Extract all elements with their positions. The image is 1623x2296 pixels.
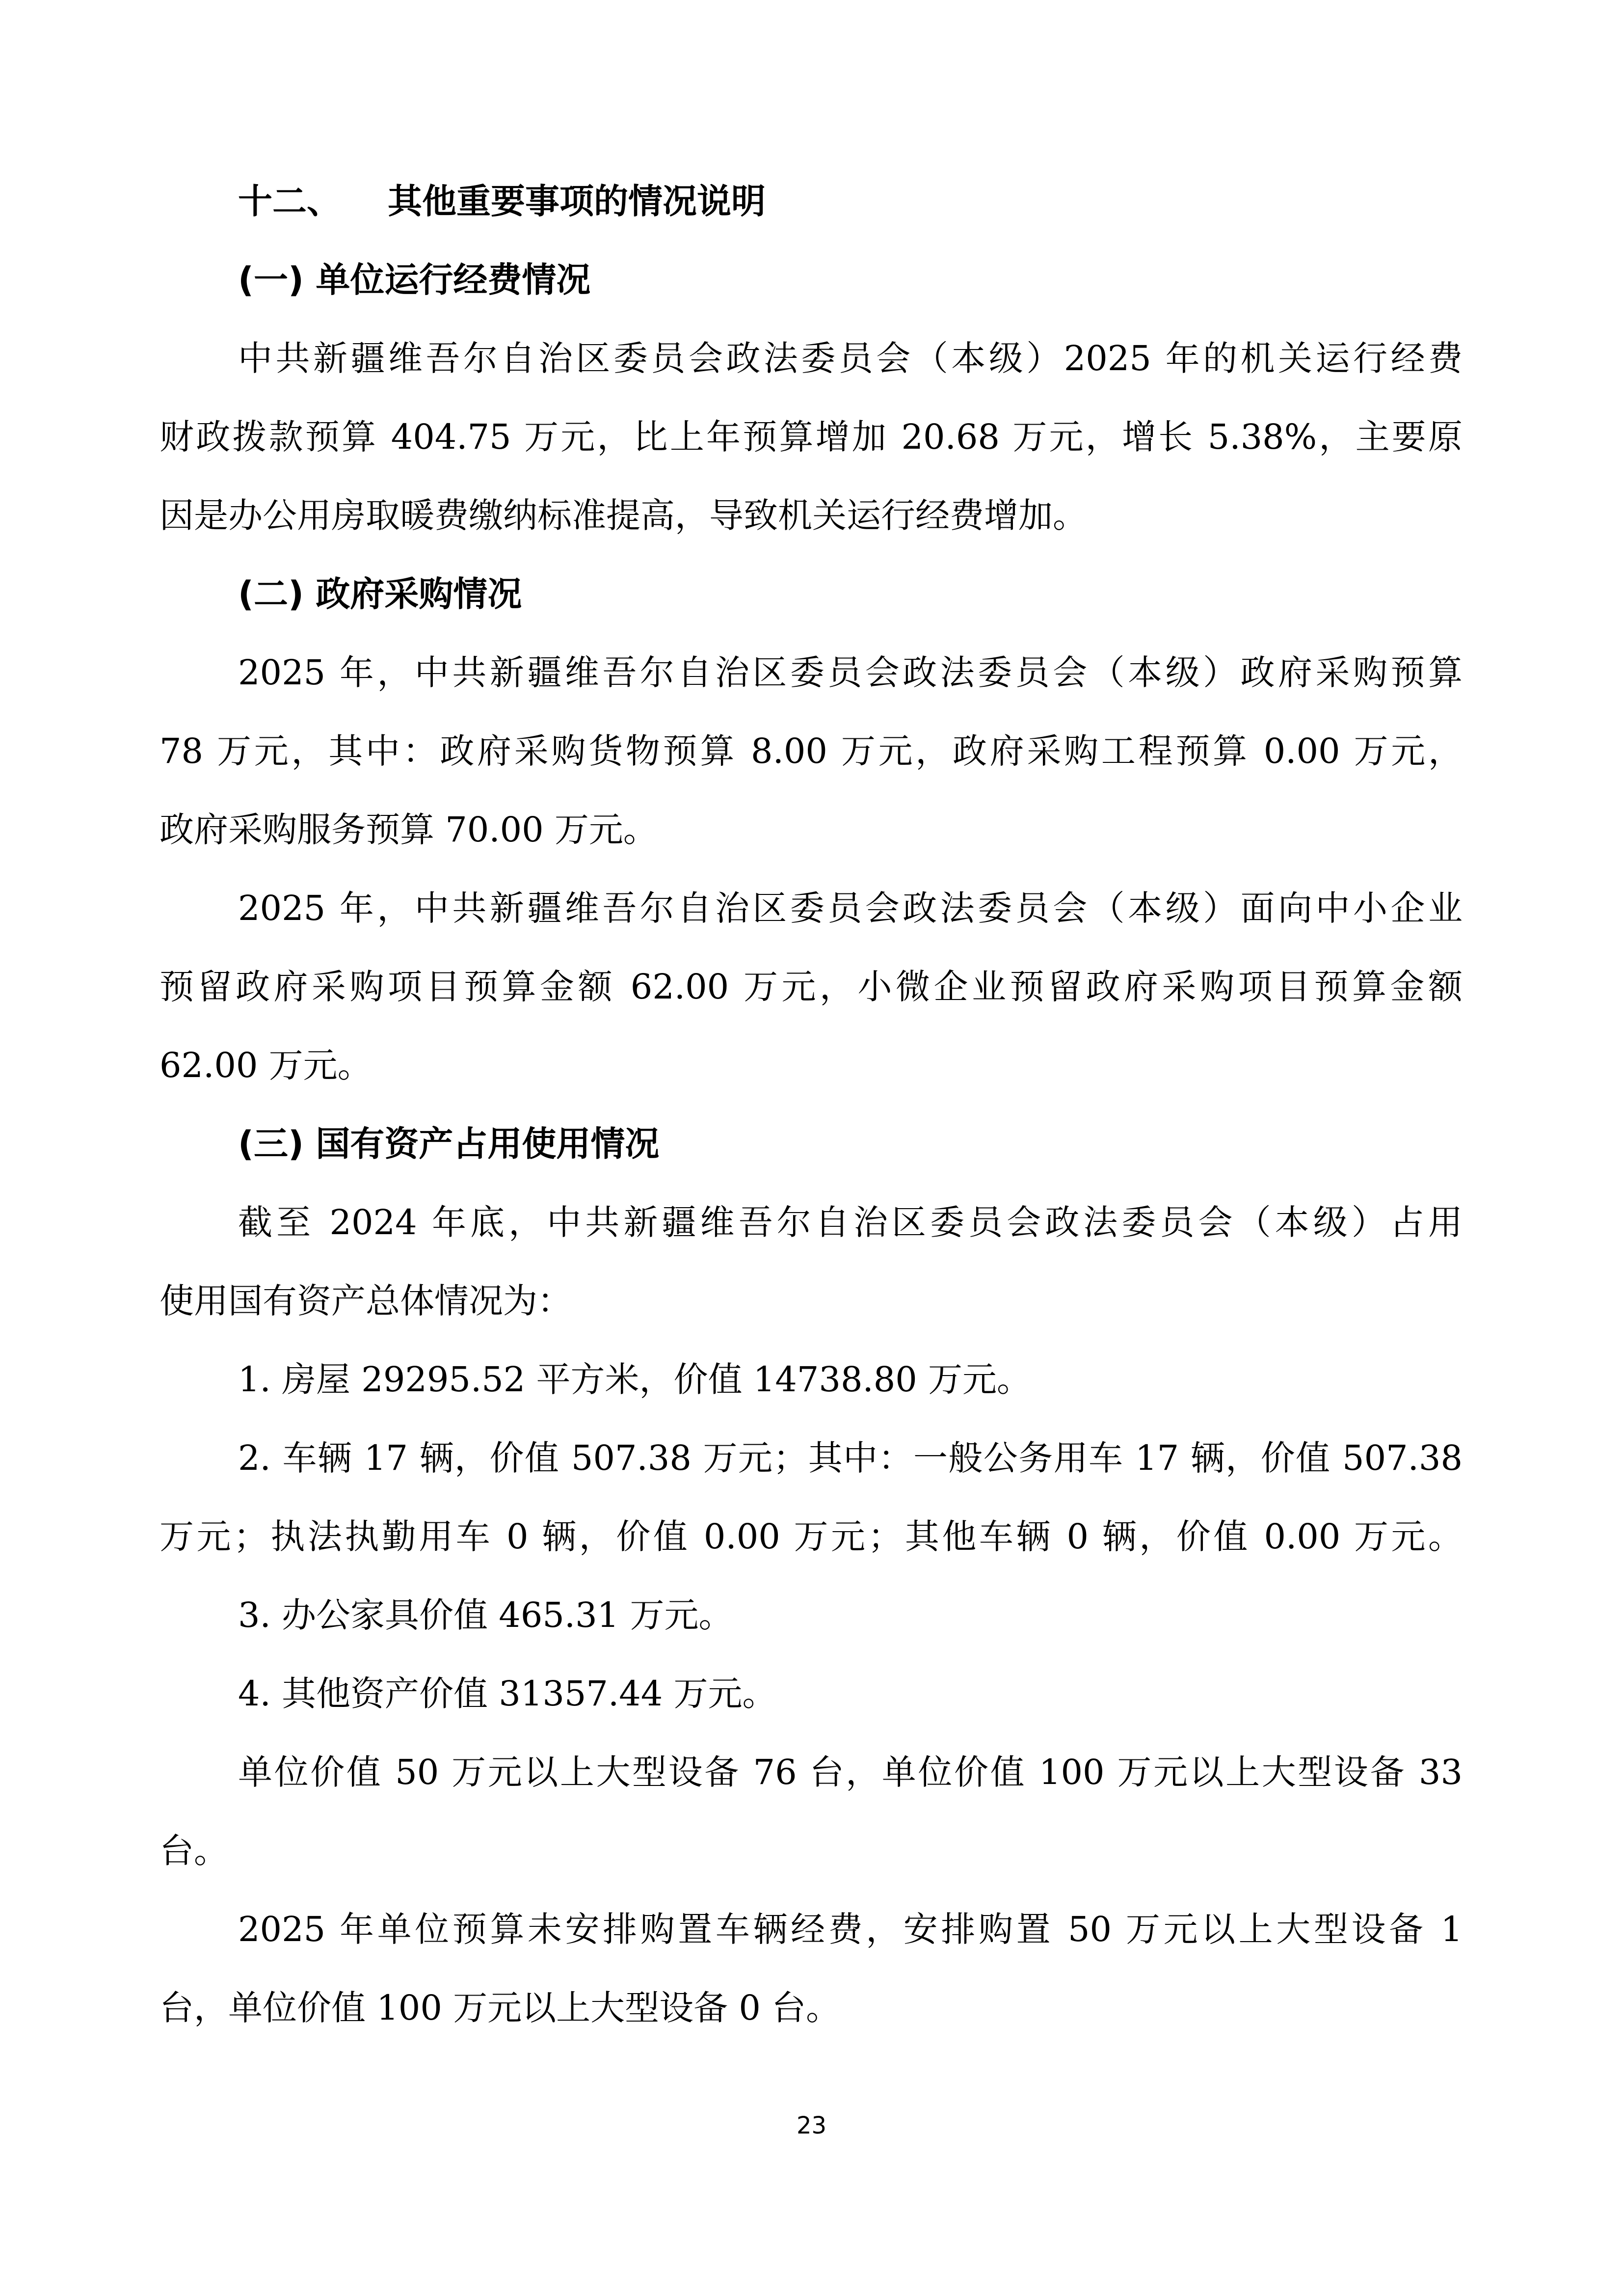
- paragraph-line: 财政拨款预算 404.75 万元，比上年预算增加 20.68 万元，增长 5.38%，主要原: [160, 417, 1463, 457]
- paragraph-line: 万元；执法执勤用车 0 辆，价值 0.00 万元；其他车辆 0 辆，价值 0.00 万元。: [160, 1516, 1463, 1557]
- paragraph-line: 2. 车辆 17 辆，价值 507.38 万元；其中：一般公务用车 17 辆，价值 507.38: [238, 1438, 1463, 1478]
- paragraph-line: 62.00 万元。: [160, 1045, 372, 1085]
- paragraph-line: 1. 房屋 29295.52 平方米，价值 14738.80 万元。: [238, 1359, 1032, 1400]
- paragraph-line: 2025 年，中共新疆维吾尔自治区委员会政法委员会（本级）面向中小企业: [238, 888, 1463, 928]
- paragraph-line: 中共新疆维吾尔自治区委员会政法委员会（本级）2025 年的机关运行经费: [238, 338, 1463, 378]
- paragraph-line: 因是办公用房取暖费缴纳标准提高，导致机关运行经费增加。: [160, 495, 1087, 536]
- paragraph-line: 4. 其他资产价值 31357.44 万元。: [238, 1674, 777, 1714]
- paragraph-line: 3. 办公家具价值 465.31 万元。: [238, 1595, 733, 1635]
- paragraph-line: 台。: [160, 1831, 228, 1871]
- subsection-heading-1: (一) 单位运行经费情况: [238, 260, 591, 300]
- paragraph-line: 单位价值 50 万元以上大型设备 76 台，单位价值 100 万元以上大型设备 33: [238, 1752, 1463, 1792]
- subsection-heading-3: (三) 国有资产占用使用情况: [238, 1124, 660, 1164]
- page-number: 23: [796, 2112, 827, 2139]
- paragraph-line: 预留政府采购项目预算金额 62.00 万元，小微企业预留政府采购项目预算金额: [160, 967, 1463, 1007]
- section-number: 十二、: [238, 181, 341, 221]
- subsection-heading-2: (二) 政府采购情况: [238, 574, 522, 614]
- paragraph-line: 截至 2024 年底，中共新疆维吾尔自治区委员会政法委员会（本级）占用: [238, 1202, 1463, 1243]
- paragraph-line: 2025 年单位预算未安排购置车辆经费，安排购置 50 万元以上大型设备 1: [238, 1909, 1463, 1949]
- paragraph-line: 台，单位价值 100 万元以上大型设备 0 台。: [160, 1988, 841, 2028]
- paragraph-line: 政府采购服务预算 70.00 万元。: [160, 810, 658, 850]
- paragraph-line: 78 万元，其中：政府采购货物预算 8.00 万元，政府采购工程预算 0.00 万元，: [160, 731, 1463, 771]
- section-title: 其他重要事项的情况说明: [388, 181, 766, 221]
- paragraph-line: 2025 年，中共新疆维吾尔自治区委员会政法委员会（本级）政府采购预算: [238, 652, 1463, 693]
- paragraph-line: 使用国有资产总体情况为：: [160, 1281, 572, 1321]
